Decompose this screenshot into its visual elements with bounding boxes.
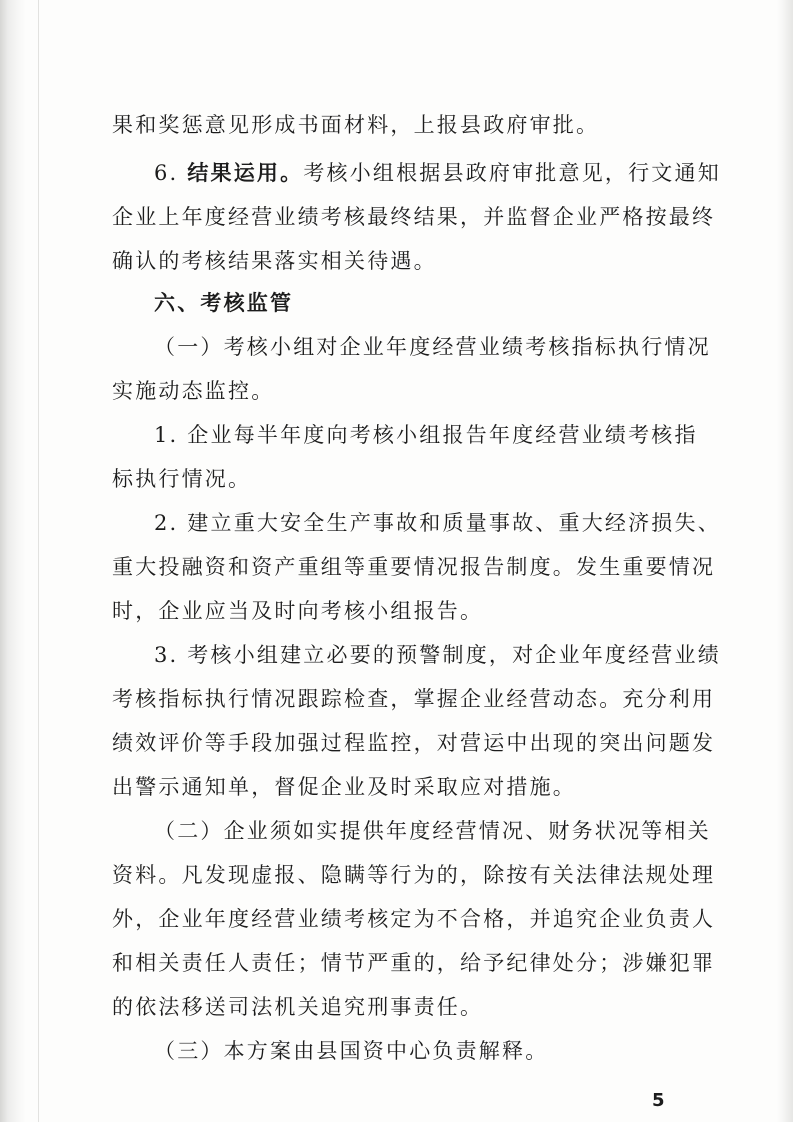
text-line: 标执行情况。 bbox=[112, 467, 252, 491]
text-line: 2. 建立重大安全生产事故和质量事故、重大经济损失、 bbox=[154, 511, 721, 535]
text-line: 外，企业年度经营业绩考核定为不合格，并追究企业负责人 bbox=[112, 907, 716, 931]
text-line: （二）企业须如实提供年度经营情况、财务状况等相关 bbox=[154, 819, 711, 843]
text-line: 考核指标执行情况跟踪检查，掌握企业经营动态。充分利用 bbox=[112, 687, 716, 711]
text-line: 出警示通知单，督促企业及时采取应对措施。 bbox=[112, 775, 576, 799]
text-line: 实施动态监控。 bbox=[112, 379, 275, 403]
text-line: 重大投融资和资产重组等重要情况报告制度。发生重要情况 bbox=[112, 555, 716, 579]
page-edge-shadow-left bbox=[0, 0, 26, 1122]
item-title: 结果运用。 bbox=[187, 160, 304, 185]
text-line: 时，企业应当及时向考核小组报告。 bbox=[112, 599, 484, 623]
binding-line bbox=[38, 0, 39, 1122]
text-line: 3. 考核小组建立必要的预警制度，对企业年度经营业绩 bbox=[154, 643, 721, 667]
text-line: 1. 企业每半年度向考核小组报告年度经营业绩考核指 bbox=[154, 423, 698, 447]
item-number: 6. bbox=[154, 161, 188, 185]
item-text: 考核小组根据县政府审批意见，行文通知 bbox=[303, 161, 721, 185]
text-line: 资料。凡发现虚报、隐瞒等行为的，除按有关法律法规处理 bbox=[112, 863, 716, 887]
text-line: （一）考核小组对企业年度经营业绩考核指标执行情况 bbox=[154, 335, 711, 359]
text-line: 的依法移送司法机关追究刑事责任。 bbox=[112, 995, 484, 1019]
text-line: 绩效评价等手段加强过程监控，对营运中出现的突出问题发 bbox=[112, 731, 716, 755]
text-line: 和相关责任人责任；情节严重的，给予纪律处分；涉嫌犯罪 bbox=[112, 951, 716, 975]
section-heading: 六、考核监管 bbox=[154, 290, 294, 315]
text-line: 果和奖惩意见形成书面材料，上报县政府审批。 bbox=[112, 113, 600, 137]
page-edge-shadow-right bbox=[777, 0, 793, 1122]
page-number: 5 bbox=[652, 1090, 665, 1111]
text-line: 确认的考核结果落实相关待遇。 bbox=[112, 249, 437, 273]
text-line: 企业上年度经营业绩考核最终结果，并监督企业严格按最终 bbox=[112, 205, 716, 229]
text-line: （三）本方案由县国资中心负责解释。 bbox=[154, 1039, 549, 1063]
numbered-item-6 bbox=[154, 158, 721, 188]
